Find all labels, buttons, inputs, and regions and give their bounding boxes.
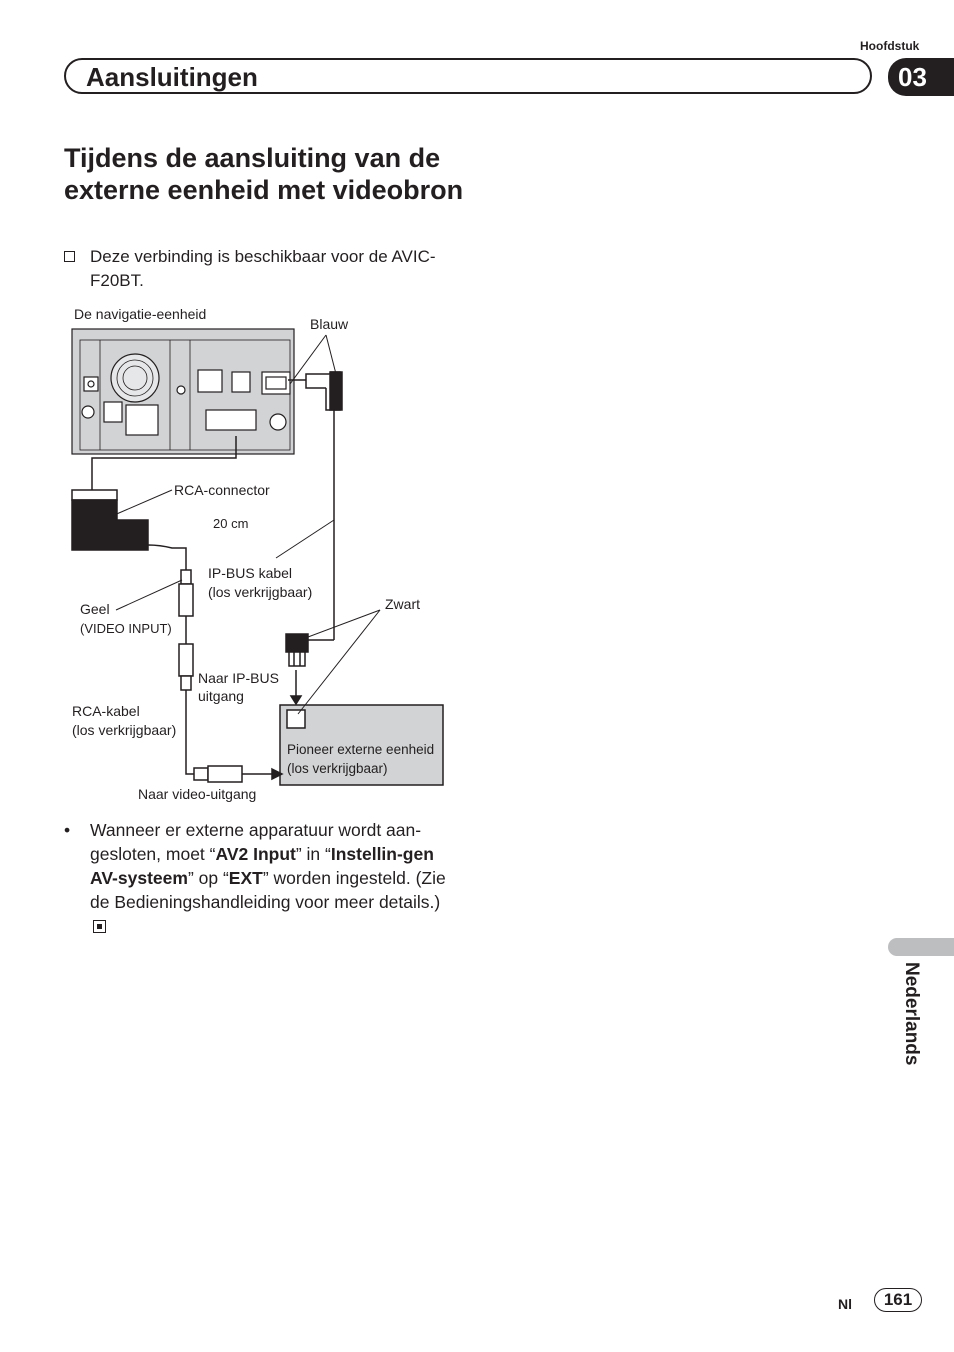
text-part: ” op “ [187, 868, 229, 888]
language-label: Nederlands [901, 962, 922, 1066]
chapter-title: Aansluitingen [86, 62, 258, 92]
label-ipbus-cable: IP-BUS kabel [208, 565, 293, 581]
label-to-ipbus-sub: uitgang [198, 688, 244, 704]
instruction-text [90, 818, 448, 938]
label-to-video-out: Naar video-uitgang [138, 786, 257, 802]
label-ipbus-cable-sub: (los verkrijgbaar) [208, 584, 313, 600]
label-rca-connector: RCA-connector [174, 482, 270, 498]
label-black: Zwart [385, 596, 420, 612]
menu-term: Instellin-gen AV-systeem [90, 844, 434, 888]
end-of-section-icon [93, 920, 106, 933]
menu-term: AV2 Input [215, 844, 296, 864]
text-part: ” worden ingesteld. (Zie de Bedieningshandleiding voor meer details.) [90, 868, 446, 912]
text-part: ” in “ [295, 844, 331, 864]
label-rca-cable: RCA-kabel [72, 703, 140, 719]
label-length: 20 cm [213, 516, 249, 531]
navigation-unit [72, 329, 294, 454]
language-tab [888, 938, 954, 956]
bullet-dot: • [64, 820, 71, 840]
chapter-number-badge: 03 [888, 58, 954, 96]
menu-term: EXT [228, 868, 263, 888]
label-yellow: Geel [80, 601, 110, 617]
note-text: Deze verbinding is beschikbaar voor de AVIC-F20BT. [90, 247, 436, 290]
label-external-unit: Pioneer externe eenheid [287, 742, 435, 757]
page-number: 161 [874, 1288, 922, 1312]
label-rca-cable-sub: (los verkrijgbaar) [72, 722, 177, 738]
section-title: Tijdens de aansluiting van de externe eenheid met videobron [64, 143, 464, 205]
label-to-ipbus: Naar IP-BUS [198, 670, 279, 686]
language-code: Nl [838, 1296, 852, 1312]
chapter-label: Hoofdstuk [860, 39, 920, 53]
label-external-unit-sub: (los verkrijgbaar) [287, 761, 388, 776]
text-part: Wanneer er externe apparatuur wordt aan-gesloten, moet “ [90, 820, 422, 864]
label-video-input: (VIDEO INPUT) [80, 621, 172, 636]
label-blue: Blauw [310, 316, 349, 332]
label-nav-unit: De navigatie-eenheid [74, 306, 207, 322]
ipbus-connector [286, 634, 308, 704]
